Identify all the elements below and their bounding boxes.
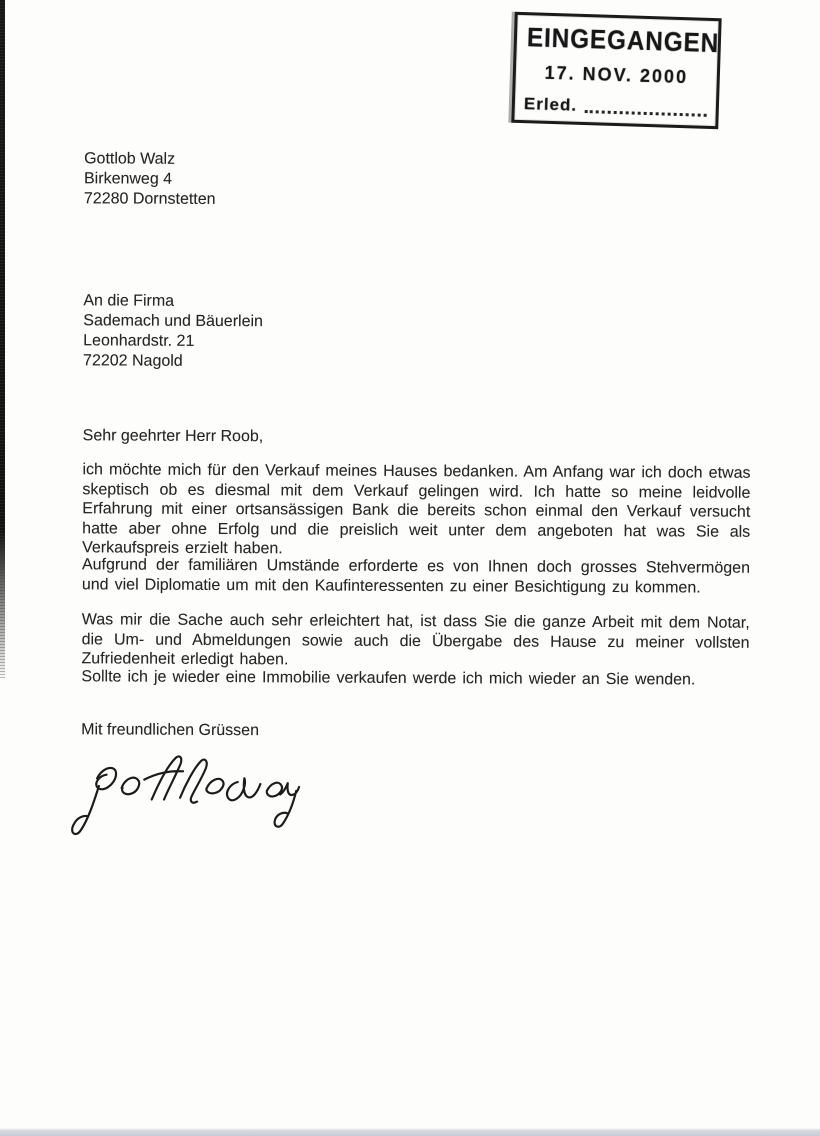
paragraph-2: Aufgrund der familiären Umstände erforderte es von Ihnen doch grosses Stehvermögen und viel Diplomatie um mit den Kaufinteressenten zu einer Besichtigung zu kommen. — [81, 556, 751, 597]
sender-city: 72280 Dornstetten — [83, 190, 216, 208]
salutation: Sehr geehrter Herr Roob, — [82, 427, 264, 446]
signature-drawing — [67, 752, 303, 841]
recipient-line-1: An die Firma — [83, 292, 175, 310]
stamp-title: EINGEGANGEN — [526, 22, 720, 59]
sender-name: Gottlob Walz — [84, 150, 176, 168]
closing: Mit freundlichen Grüssen — [81, 721, 260, 740]
recipient-line-4: 72202 Nagold — [83, 352, 183, 370]
paragraph-1: ich möchte mich für den Verkauf meines Hauses bedanken. Am Anfang war ich doch etwas skeptisch ob es diesmal mit dem Verkauf gelingen wird. Ich hatte so meine leidvolle Erfahrung mit einer ortsansässigen Bank die bereits schon einmal den Verkauf versucht hatte aber ohne Erfolg und die preislich weit unter dem angeboten hat was Sie als Verkaufspreis erzielt haben. — [82, 461, 751, 558]
recipient-line-3: Leonhardstr. 21 — [83, 332, 195, 350]
paragraph-3: Was mir die Sache auch sehr erleichtert hat, ist dass Sie die ganze Arbeit mit dem Notar, die Um- und Abmeldungen sowie auch die Übergabe des Hause zu meiner vollsten Zufriedenheit erledigt haben. — [81, 611, 750, 669]
signature — [67, 752, 303, 841]
sender-street: Birkenweg 4 — [83, 170, 173, 188]
stamp-date: 17. NOV. 2000 — [544, 62, 689, 88]
recipient-block — [83, 291, 263, 372]
paragraph-4: Sollte ich je wieder eine Immobilie verkaufen werde ich mich wieder an Sie wenden. — [81, 668, 696, 689]
stamp-erled-label: Erled. — [523, 94, 578, 115]
sender-block — [84, 149, 216, 210]
recipient-line-2: Sademach und Bäuerlein — [83, 312, 264, 331]
